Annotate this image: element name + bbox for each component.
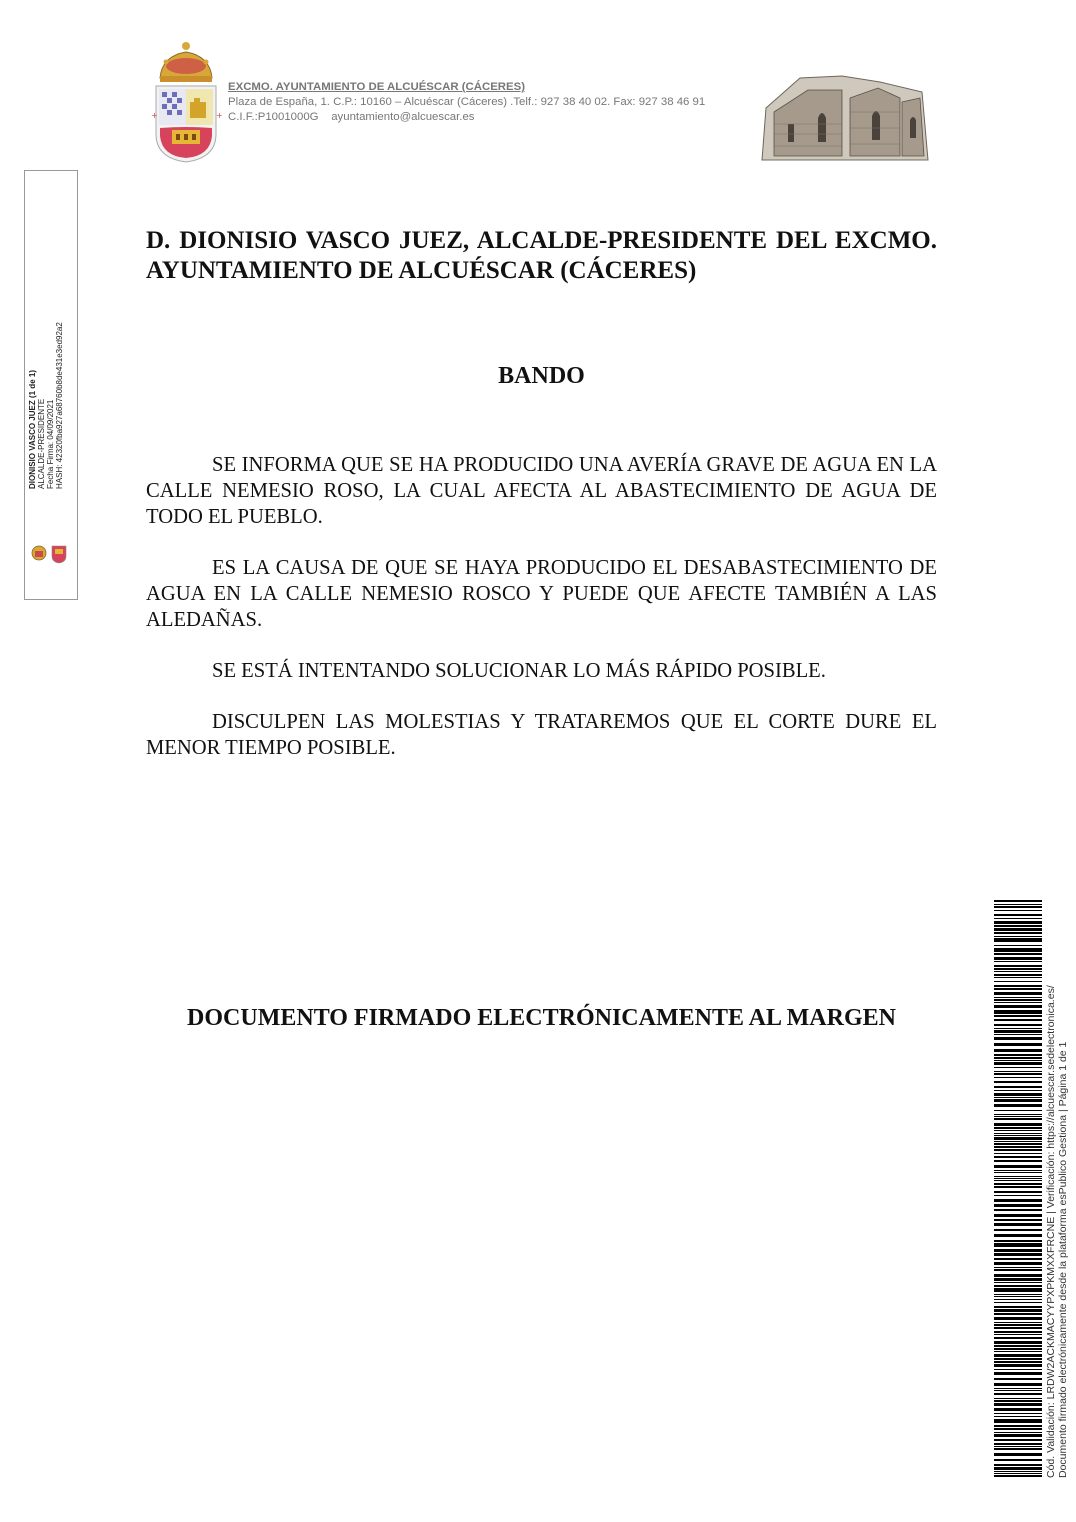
barcode-bar — [994, 925, 1042, 927]
verification-platform: Documento firmado electrónicamente desde la plataforma esPublico Gestiona | Página 1 de 1 — [1057, 1041, 1069, 1478]
barcode-bar — [994, 1191, 1042, 1193]
barcode-bar — [994, 1067, 1042, 1068]
document-heading: D. DIONISIO VASCO JUEZ, ALCALDE-PRESIDENTE DEL EXCMO. AYUNTAMIENTO DE ALCUÉSCAR (CÁCERES) — [146, 227, 937, 284]
barcode-bar — [994, 1285, 1042, 1287]
document-title: BANDO — [498, 363, 585, 389]
barcode-bar — [994, 1324, 1042, 1326]
barcode-bar — [994, 1135, 1042, 1136]
barcode-bar — [994, 1118, 1042, 1120]
organization-address: Plaza de España, 1. C.P.: 10160 – Alcuéscar (Cáceres) .Telf.: 927 38 40 02. Fax: 927 38 46 91 — [228, 96, 706, 108]
barcode-bar — [994, 1127, 1042, 1129]
barcode-bar — [994, 1361, 1042, 1363]
barcode-bar — [994, 1400, 1042, 1402]
barcode-bar — [994, 1086, 1042, 1088]
validation-barcode — [994, 900, 1042, 1478]
barcode-bar — [994, 997, 1042, 998]
barcode-bar — [994, 1172, 1042, 1173]
barcode-bar — [994, 965, 1042, 967]
barcode-bar — [994, 1372, 1042, 1375]
church-illustration — [760, 68, 930, 164]
barcode-bar — [994, 1123, 1042, 1126]
barcode-bar — [994, 1141, 1042, 1142]
barcode-bar — [994, 1160, 1042, 1162]
barcode-bar — [994, 971, 1042, 972]
barcode-bar — [994, 1054, 1042, 1056]
barcode-bar — [994, 1313, 1042, 1315]
barcode-bar — [994, 900, 1042, 902]
barcode-bar — [994, 948, 1042, 952]
barcode-bar — [994, 1093, 1042, 1096]
barcode-bar — [994, 1443, 1042, 1445]
barcode-bar — [994, 1317, 1042, 1320]
barcode-bar — [994, 1199, 1042, 1202]
barcode-bar — [994, 1133, 1042, 1134]
barcode-bar — [994, 1130, 1042, 1131]
barcode-bar — [994, 1002, 1042, 1003]
barcode-bar — [994, 1073, 1042, 1075]
barcode-bar — [994, 1223, 1042, 1226]
barcode-bar — [994, 1341, 1042, 1344]
barcode-bar — [994, 1153, 1042, 1154]
barcode-bar — [994, 1262, 1042, 1265]
barcode-bar — [994, 918, 1042, 919]
barcode-bar — [994, 1369, 1042, 1370]
barcode-bar — [994, 1388, 1042, 1389]
barcode-bar — [994, 999, 1042, 1001]
signature-crest-icons — [30, 542, 70, 564]
barcode-bar — [994, 1071, 1042, 1072]
barcode-bar — [994, 936, 1042, 937]
barcode-bar — [994, 1186, 1042, 1188]
barcode-bar — [994, 1057, 1042, 1059]
barcode-bar — [994, 1327, 1042, 1329]
barcode-bar — [994, 1282, 1042, 1283]
barcode-bar — [994, 1267, 1042, 1268]
barcode-bar — [994, 1299, 1042, 1300]
barcode-bar — [994, 1243, 1042, 1247]
barcode-bar — [994, 932, 1042, 934]
barcode-bar — [994, 1296, 1042, 1297]
barcode-bar — [994, 1439, 1042, 1441]
barcode-bar — [994, 1471, 1042, 1472]
barcode-bar — [994, 1176, 1042, 1177]
barcode-bar — [994, 1097, 1042, 1098]
barcode-bar — [994, 938, 1042, 942]
barcode-bar — [994, 1459, 1042, 1461]
barcode-bar — [994, 1104, 1042, 1107]
barcode-bar — [994, 1149, 1042, 1151]
barcode-bar — [994, 1408, 1042, 1411]
barcode-bar — [994, 1253, 1042, 1256]
barcode-bar — [994, 1156, 1042, 1158]
barcode-bar — [994, 1043, 1042, 1046]
barcode-bar — [994, 1146, 1042, 1148]
barcode-bar — [994, 968, 1042, 970]
barcode-bar — [994, 981, 1042, 982]
signed-notice: DOCUMENTO FIRMADO ELECTRÓNICAMENTE AL MARGEN — [187, 1005, 896, 1031]
barcode-bar — [994, 1143, 1042, 1145]
coat-of-arms-logo — [150, 38, 222, 164]
paragraph-3: SE ESTÁ INTENTANDO SOLUCIONAR LO MÁS RÁPIDO POSIBLE. — [212, 660, 826, 682]
barcode-bar — [994, 904, 1042, 905]
barcode-bar — [994, 1219, 1042, 1221]
organization-name: EXCMO. AYUNTAMIENTO DE ALCUÉSCAR (CÁCERES) — [228, 81, 526, 93]
barcode-bar — [994, 988, 1042, 990]
barcode-bar — [994, 1364, 1042, 1367]
barcode-bar — [994, 1178, 1042, 1179]
barcode-bar — [994, 906, 1042, 908]
organization-cif-email: C.I.F.:P1001000G ayuntamiento@alcuescar.es — [228, 111, 475, 123]
barcode-bar — [994, 1034, 1042, 1035]
barcode-bar — [994, 1416, 1042, 1417]
barcode-bar — [994, 1390, 1042, 1391]
barcode-bar — [994, 1337, 1042, 1339]
barcode-bar — [994, 961, 1042, 962]
barcode-bar — [994, 1234, 1042, 1237]
barcode-bar — [994, 1010, 1042, 1014]
barcode-bar — [994, 1019, 1042, 1021]
barcode-bar — [994, 1345, 1042, 1347]
barcode-bar — [994, 1170, 1042, 1171]
barcode-bar — [994, 1383, 1042, 1386]
barcode-bar — [994, 1453, 1042, 1456]
barcode-bar — [994, 1137, 1042, 1140]
signature-date: Fecha Firma: 04/09/2021 — [46, 399, 55, 489]
signature-details — [28, 289, 64, 489]
barcode-bar — [994, 1229, 1042, 1231]
barcode-bar — [994, 1037, 1042, 1040]
barcode-bar — [994, 1081, 1042, 1083]
barcode-bar — [994, 1116, 1042, 1117]
barcode-bar — [994, 1274, 1042, 1277]
barcode-bar — [994, 1258, 1042, 1260]
barcode-bar — [994, 1428, 1042, 1430]
barcode-bar — [994, 1393, 1042, 1395]
barcode-bar — [994, 1099, 1042, 1102]
barcode-bar — [994, 1090, 1042, 1091]
barcode-bar — [994, 1180, 1042, 1181]
signature-hash: HASH: 42320fba927a68760b8de431e3ed92a2 — [55, 322, 64, 489]
paragraph-1: SE INFORMA QUE SE HA PRODUCIDO UNA AVERÍA GRAVE DE AGUA EN LA CALLE NEMESIO ROSO, LA CUAL AFECTA AL ABASTECIMIENTO DE AGUA DE TODO EL PUEBLO. — [146, 454, 937, 528]
barcode-bar — [994, 1473, 1042, 1474]
barcode-bar — [994, 1419, 1042, 1423]
barcode-bar — [994, 1214, 1042, 1217]
barcode-bar — [994, 992, 1042, 995]
barcode-bar — [994, 1446, 1042, 1447]
barcode-bar — [994, 1348, 1042, 1350]
barcode-bar — [994, 1351, 1042, 1352]
barcode-bar — [994, 1049, 1042, 1052]
barcode-bar — [994, 1448, 1042, 1450]
barcode-bar — [994, 1358, 1042, 1360]
barcode-bar — [994, 1464, 1042, 1466]
verification-code: Cód. Validación: LRDW2ACKMACYYPXPKMXXFRCNE | Verificación: https://alcuescar.sedelectronica.es/ — [1045, 985, 1057, 1478]
barcode-bar — [994, 914, 1042, 916]
barcode-bar — [994, 985, 1042, 987]
barcode-bar — [994, 1322, 1042, 1323]
barcode-bar — [994, 1024, 1042, 1026]
barcode-bar — [994, 910, 1042, 911]
barcode-bar — [994, 1195, 1042, 1196]
barcode-bar — [994, 977, 1042, 978]
barcode-bar — [994, 1240, 1042, 1242]
barcode-bar — [994, 1077, 1042, 1078]
barcode-bar — [994, 1434, 1042, 1437]
barcode-bar — [994, 957, 1042, 960]
barcode-bar — [994, 1030, 1042, 1033]
barcode-bar — [994, 1331, 1042, 1333]
barcode-bar — [994, 1306, 1042, 1308]
barcode-bar — [994, 945, 1042, 946]
barcode-bar — [994, 1309, 1042, 1312]
barcode-bar — [994, 1204, 1042, 1207]
barcode-bar — [994, 1278, 1042, 1281]
barcode-bar — [994, 974, 1042, 976]
barcode-bar — [994, 1467, 1042, 1470]
barcode-bar — [994, 1294, 1042, 1295]
barcode-bar — [994, 1060, 1042, 1061]
svg-text:+: + — [216, 111, 223, 120]
barcode-bar — [994, 1302, 1042, 1303]
barcode-bar — [994, 921, 1042, 924]
paragraph-4: DISCULPEN LAS MOLESTIAS Y TRATAREMOS QUE EL CORTE DURE EL MENOR TIEMPO POSIBLE. — [146, 711, 937, 759]
barcode-bar — [994, 1334, 1042, 1335]
barcode-bar — [994, 1165, 1042, 1168]
paragraph-2: ES LA CAUSA DE QUE SE HAYA PRODUCIDO EL DESABASTECIMIENTO DE AGUA EN LA CALLE NEMESIO ROSCO Y PUEDE QUE AFECTE TAMBIÉN A LAS ALEDAÑAS. — [146, 557, 937, 631]
barcode-bar — [994, 1425, 1042, 1427]
signer-role: ALCALDE-PRESIDENTE — [37, 398, 46, 489]
barcode-bar — [994, 1183, 1042, 1185]
barcode-bar — [994, 953, 1042, 955]
barcode-bar — [994, 1005, 1042, 1008]
barcode-bar — [994, 1475, 1042, 1477]
barcode-bar — [994, 1209, 1042, 1211]
svg-text:+: + — [151, 111, 158, 120]
barcode-bar — [994, 928, 1042, 931]
letterhead — [228, 80, 705, 125]
barcode-bar — [994, 1028, 1042, 1029]
barcode-bar — [994, 1062, 1042, 1065]
barcode-bar — [994, 1413, 1042, 1414]
barcode-bar — [994, 1432, 1042, 1433]
barcode-bar — [994, 1015, 1042, 1017]
barcode-bar — [994, 1354, 1042, 1357]
barcode-bar — [994, 1110, 1042, 1111]
barcode-bar — [994, 1288, 1042, 1292]
barcode-bar — [994, 1269, 1042, 1271]
barcode-bar — [994, 1378, 1042, 1380]
barcode-bar — [994, 1249, 1042, 1252]
barcode-bar — [994, 1114, 1042, 1115]
barcode-bar — [994, 1403, 1042, 1406]
signer-name: DIONISIO VASCO JUEZ (1 de 1) — [28, 370, 37, 489]
verification-text — [1045, 878, 1069, 1478]
barcode-bar — [994, 1398, 1042, 1399]
